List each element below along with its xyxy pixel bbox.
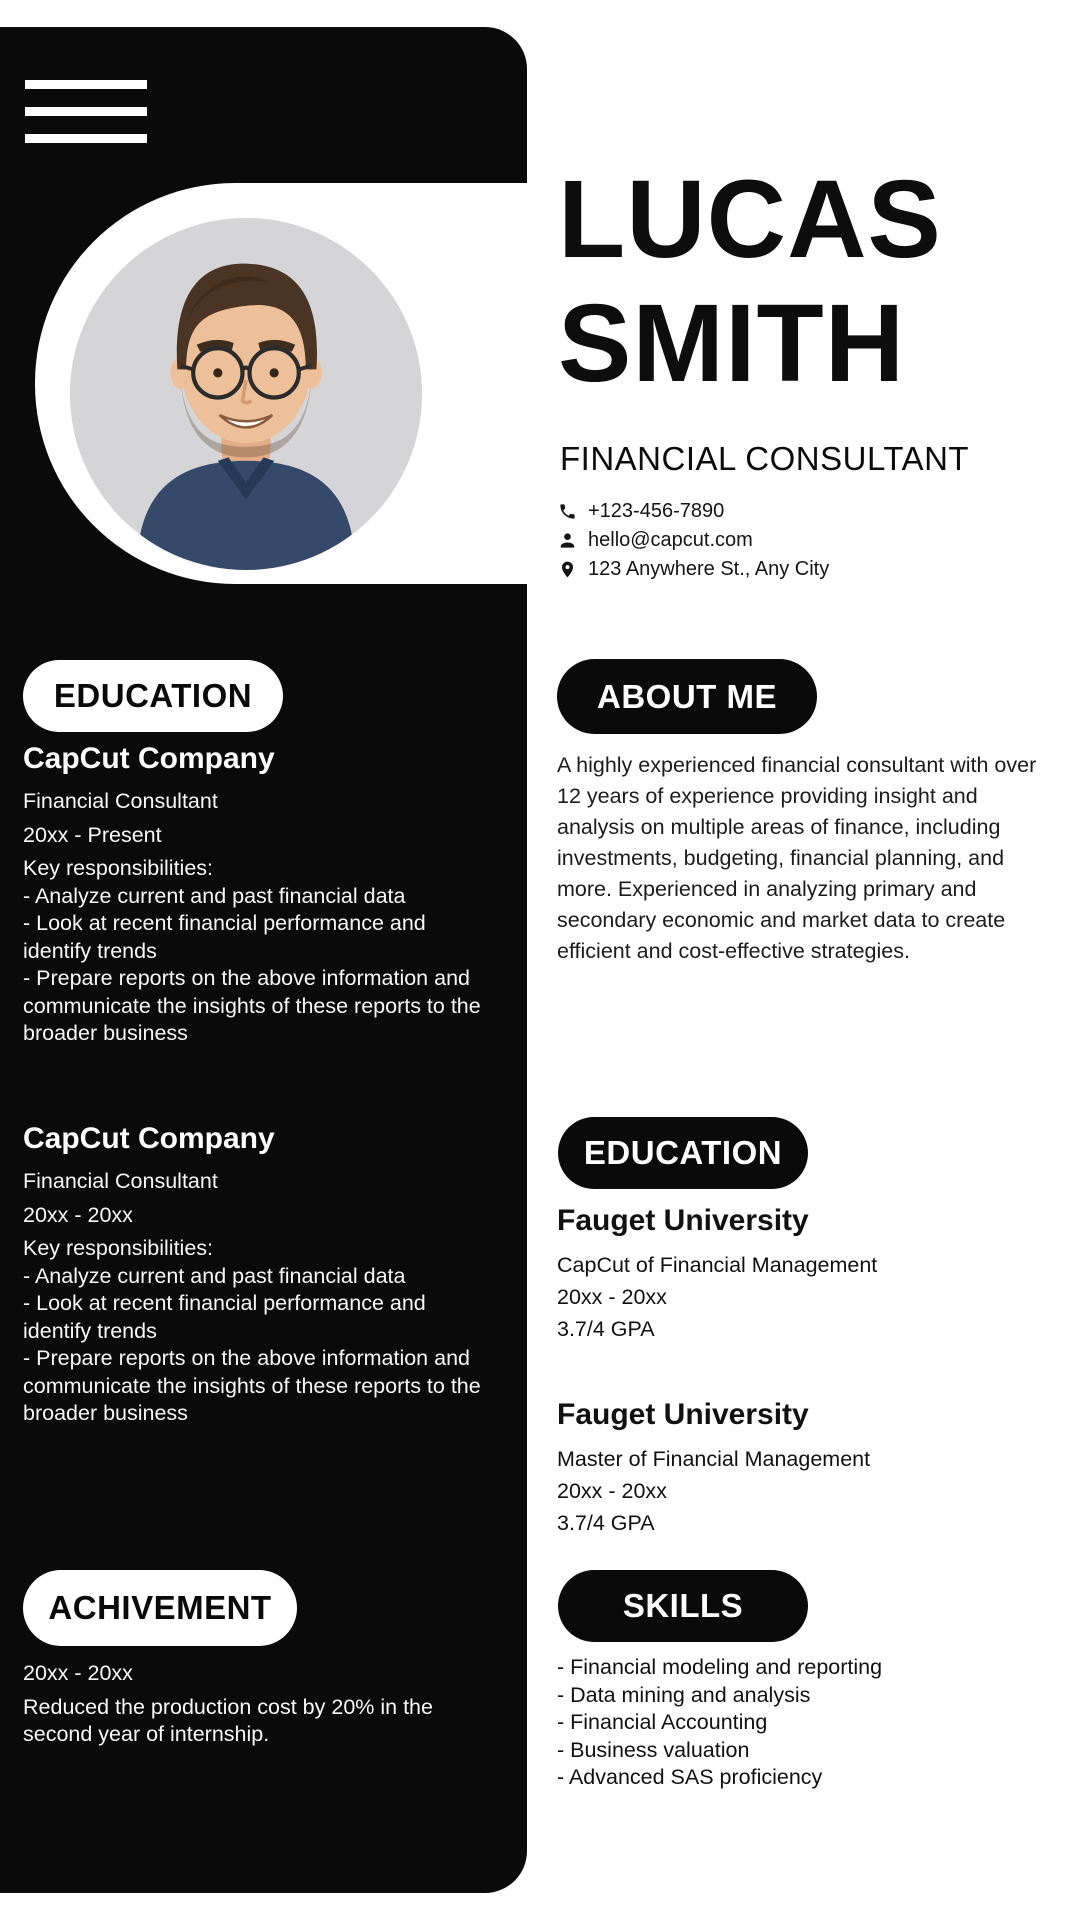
skill-item: - Data mining and analysis (557, 1682, 811, 1707)
degree: Master of Financial Management (557, 1447, 871, 1471)
phone-number: +123-456-7890 (588, 500, 725, 522)
gpa: 3.7/4 GPA (557, 1511, 655, 1535)
avatar-illustration (70, 218, 422, 570)
contact-address (558, 558, 829, 581)
job-dates: 20xx - 20xx (23, 1202, 133, 1227)
person-icon (558, 531, 577, 550)
job-bullet: - Analyze current and past financial data (23, 1263, 406, 1288)
skill-item: - Financial modeling and reporting (557, 1655, 883, 1679)
about-me-pill: ABOUT ME (557, 659, 817, 734)
education-dates: 20xx - 20xx (557, 1479, 667, 1503)
contact-email (558, 529, 829, 552)
menu-bar (25, 107, 147, 116)
location-icon (558, 560, 577, 579)
achievement-text: Reduced the production cost by 20% in the second year of internship. (23, 1694, 433, 1746)
skills-pill: SKILLS (558, 1570, 808, 1642)
experience-entry (23, 1122, 497, 1428)
skill-item: - Advanced SAS proficiency (557, 1765, 823, 1789)
phone-icon (558, 502, 577, 521)
education-entry (557, 1204, 1037, 1346)
achievement-entry (23, 1660, 497, 1749)
contact-info (558, 500, 829, 581)
first-name: LUCAS (558, 158, 942, 281)
last-name: SMITH (558, 282, 906, 405)
about-me-text: A highly experienced financial consultant with over 12 years of experience providing insight and analysis on multiple areas of finance, including investments, budgeting, financial planning, and more. Experienced in analyzing primary and secondary economic and market data to create efficient and cost-effective strategies. (557, 753, 1037, 963)
job-bullet: - Look at recent financial performance and identify trends (23, 911, 426, 963)
job-dates: 20xx - Present (23, 822, 162, 847)
professional-title: FINANCIAL CONSULTANT (560, 440, 970, 477)
skill-item: - Financial Accounting (557, 1710, 768, 1734)
responsibilities-label: Key responsibilities: (23, 1236, 214, 1260)
main-education-pill: EDUCATION (558, 1117, 808, 1189)
school-name: Fauget University (557, 1398, 809, 1431)
achievement-pill: ACHIVEMENT (23, 1570, 297, 1646)
company-name: CapCut Company (23, 1122, 275, 1155)
contact-phone (558, 500, 829, 523)
job-bullet: - Analyze current and past financial data (23, 883, 406, 908)
education-entry (557, 1398, 1037, 1540)
menu-bar (25, 134, 147, 143)
company-name: CapCut Company (23, 742, 275, 775)
job-bullet: - Look at recent financial performance and identify trends (23, 1291, 426, 1343)
hamburger-menu-icon[interactable] (25, 80, 147, 161)
degree: CapCut of Financial Management (557, 1253, 878, 1277)
page-title (558, 158, 1028, 406)
job-bullet: - Prepare reports on the above information and communicate the insights of these reports to the broader business (23, 966, 481, 1045)
gpa: 3.7/4 GPA (557, 1317, 655, 1341)
street-address: 123 Anywhere St., Any City (588, 558, 830, 580)
job-role: Financial Consultant (23, 1169, 218, 1193)
education-dates: 20xx - 20xx (557, 1285, 667, 1309)
skills-list (557, 1654, 1037, 1792)
job-role: Financial Consultant (23, 789, 218, 813)
email-address: hello@capcut.com (588, 529, 753, 551)
job-bullet: - Prepare reports on the above information and communicate the insights of these reports to the broader business (23, 1346, 481, 1425)
achievement-dates: 20xx - 20xx (23, 1661, 133, 1685)
responsibilities-label: Key responsibilities: (23, 856, 214, 880)
menu-bar (25, 80, 147, 89)
school-name: Fauget University (557, 1204, 809, 1237)
profile-photo (70, 218, 422, 570)
skill-item: - Business valuation (557, 1737, 750, 1762)
sidebar-education-pill: EDUCATION (23, 660, 283, 732)
experience-entry (23, 742, 497, 1048)
